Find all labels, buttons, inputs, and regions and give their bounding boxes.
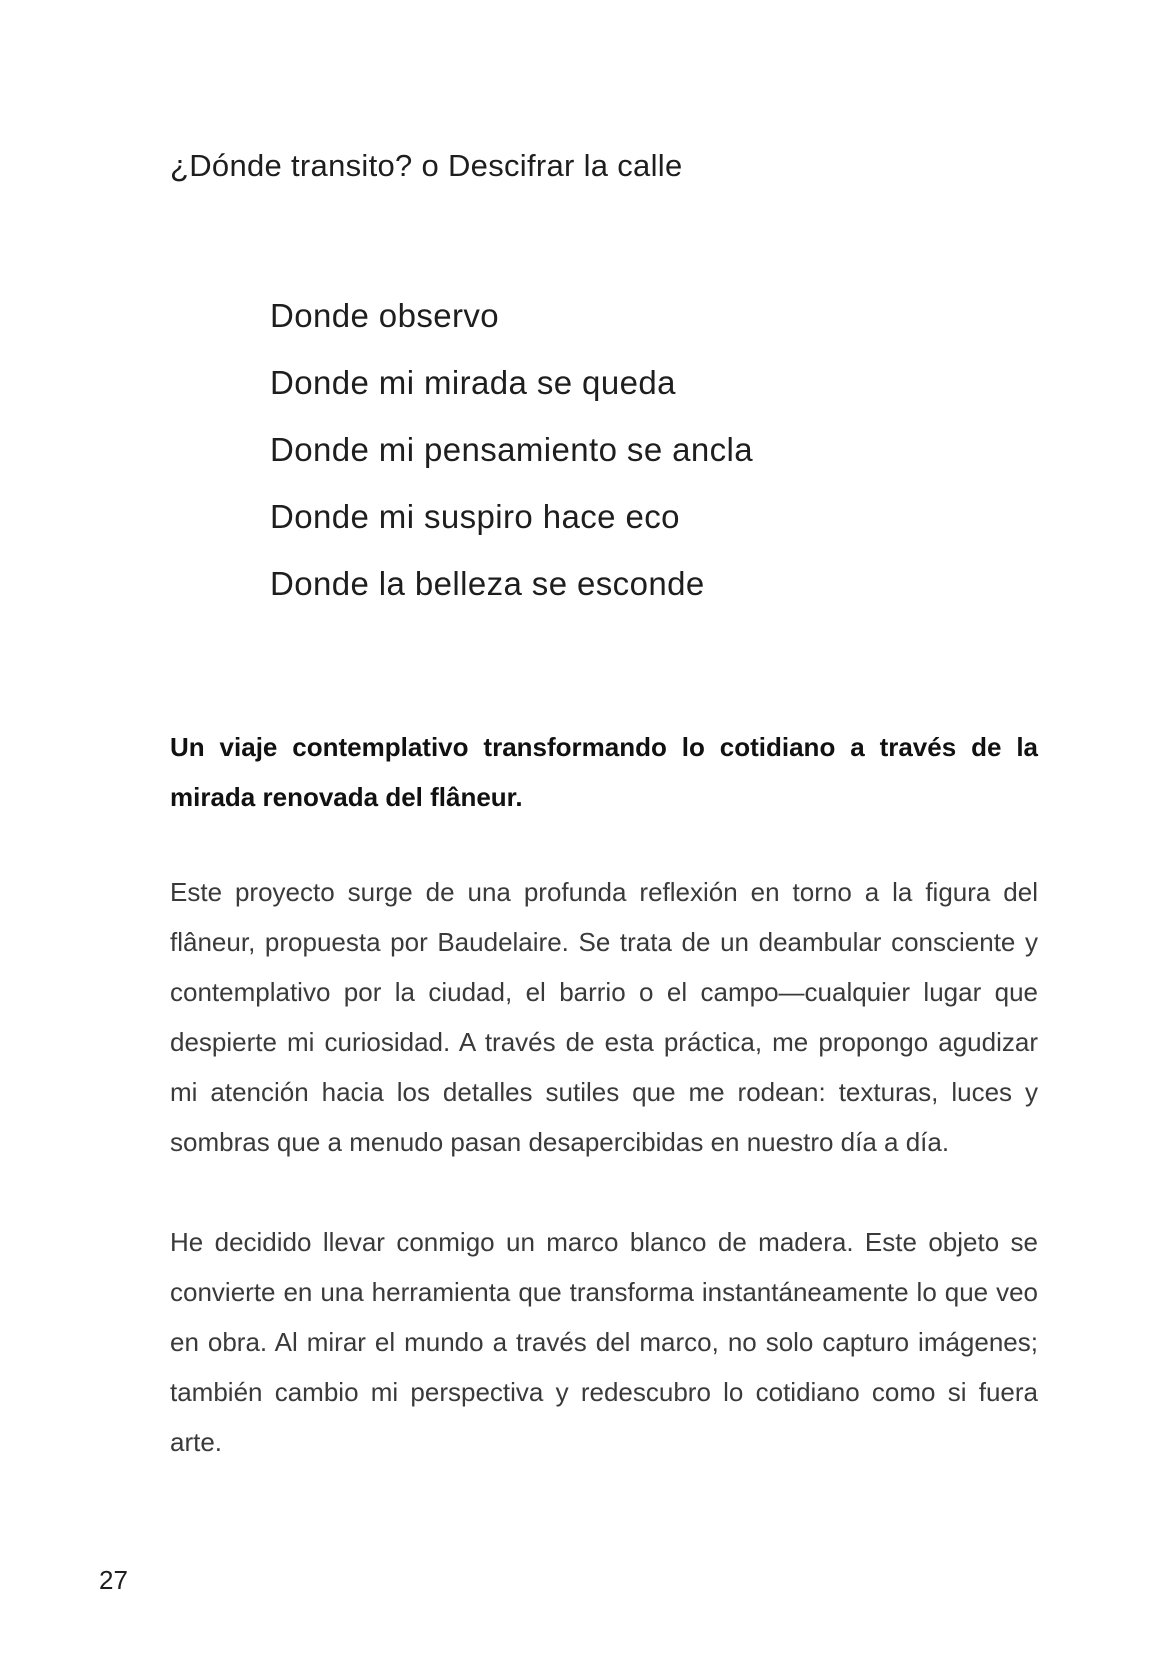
poem-line: Donde observo: [270, 297, 500, 334]
poem-line: Donde mi suspiro hace eco: [270, 498, 680, 535]
page-title: ¿Dónde transito? o Descifrar la calle: [170, 148, 683, 183]
poem-line: Donde la belleza se esconde: [270, 565, 705, 602]
poem-line: Donde mi pensamiento se ancla: [270, 431, 754, 468]
poem-line: Donde mi mirada se queda: [270, 364, 676, 401]
body-paragraph: He decidido llevar conmigo un marco blanco de madera. Este objeto se convierte en una herramienta que transforma instantáneamente lo que veo en obra. Al mirar el mundo a través del marco, no solo capturo imágenes; también cambio mi perspectiva y redescubro lo cotidiano como si fuera arte.: [170, 1227, 1038, 1457]
page-number: 27: [99, 1565, 128, 1595]
body-paragraph: Este proyecto surge de una profunda reflexión en torno a la figura del flâneur, propuesta por Baudelaire. Se trata de un deambular consciente y contemplativo por la ciudad, el barrio o el campo—cualquier lugar que despierte mi curiosidad. A través de esta práctica, me propongo agudizar mi atención hacia los detalles sutiles que me rodean: texturas, luces y sombras que a menudo pasan desapercibidas en nuestro día a día.: [170, 877, 1038, 1157]
lead-paragraph: Un viaje contemplativo transformando lo cotidiano a través de la mirada renovada del flâneur.: [170, 732, 1038, 812]
poem: [270, 282, 753, 617]
